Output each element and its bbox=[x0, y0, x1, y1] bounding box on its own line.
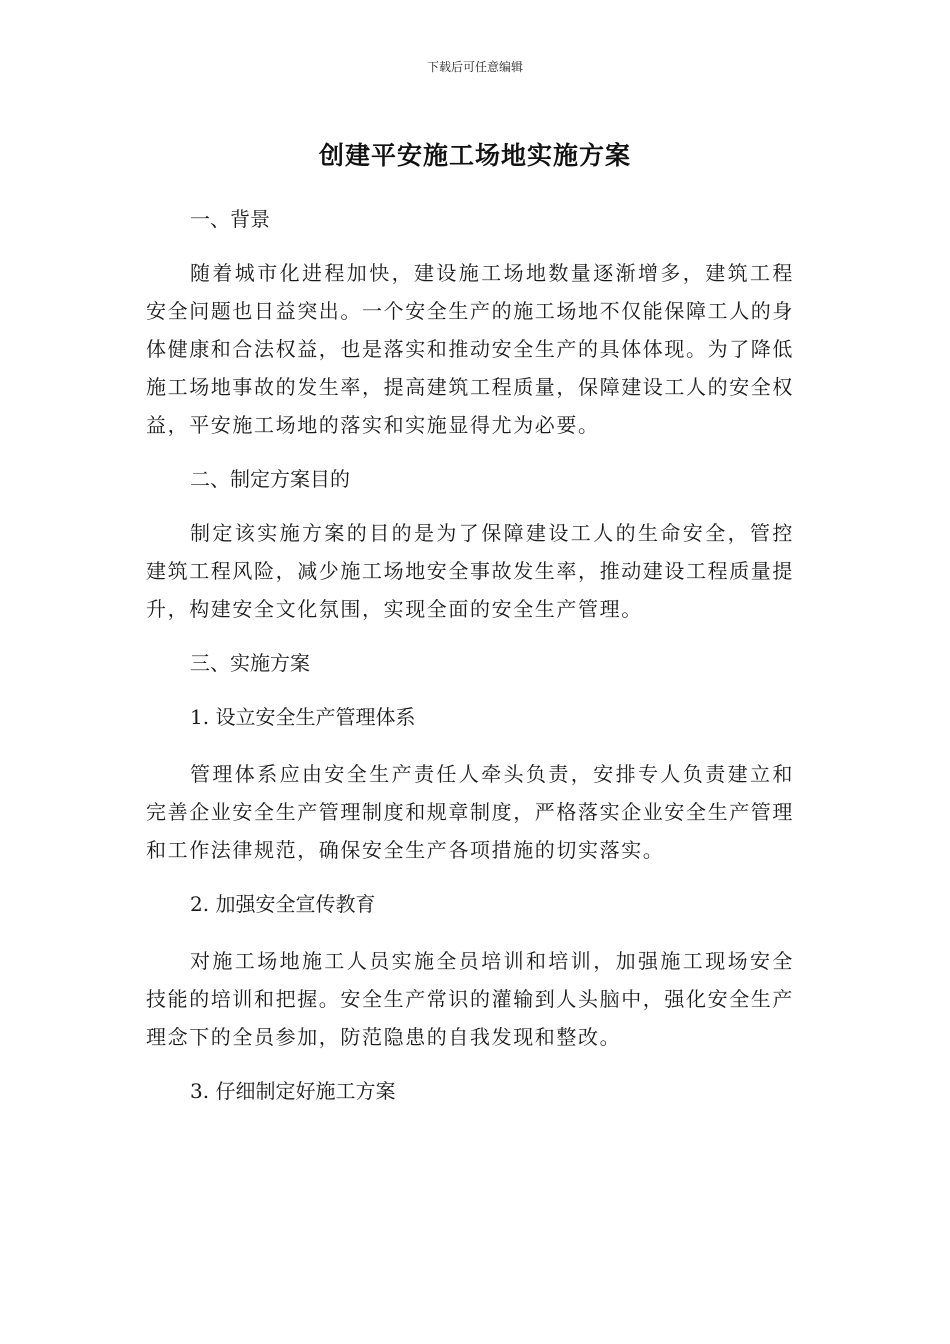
header-note: 下载后可任意编辑 bbox=[426, 60, 523, 74]
section-heading-background: 一、背景 bbox=[190, 207, 270, 231]
section-heading-plan: 三、实施方案 bbox=[190, 651, 310, 675]
paragraph-purpose: 制定该实施方案的目的是为了保障建设工人的生命安全，管控建筑工程风险，减少施工场地安全事故发生率，推动建设工程质量提升，构建安全文化氛围，实现全面的安全生产管理。 bbox=[146, 521, 794, 621]
paragraph-subsection-2: 对施工场地施工人员实施全员培训和培训，加强施工现场安全技能的培训和把握。安全生产常识的灌输到人头脑中，强化安全生产理念下的全员参加，防范隐患的自我发现和整改。 bbox=[146, 949, 794, 1049]
paragraph-subsection-1: 管理体系应由安全生产责任人牵头负责，安排专人负责建立和完善企业安全生产管理制度和规章制度，严格落实企业安全生产管理和工作法律规范，确保安全生产各项措施的切实落实。 bbox=[146, 762, 794, 862]
document-title: 创建平安施工场地实施方案 bbox=[318, 141, 631, 170]
subsection-heading-2: 2. 加强安全宣传教育 bbox=[190, 892, 376, 916]
subsection-heading-1: 1. 设立安全生产管理体系 bbox=[190, 705, 416, 729]
paragraph-background: 随着城市化进程加快，建设施工场地数量逐渐增多，建筑工程安全问题也日益突出。一个安全生产的施工场地不仅能保障工人的身体健康和合法权益，也是落实和推动安全生产的具体体现。为了降低施工场地事故的发生率，提高建筑工程质量，保障建设工人的安全权益，平安施工场地的落实和实施显得尤为必要。 bbox=[146, 261, 794, 437]
section-heading-purpose: 二、制定方案目的 bbox=[190, 467, 350, 491]
subsection-heading-3: 3. 仔细制定好施工方案 bbox=[190, 1079, 396, 1103]
document-body bbox=[146, 200, 794, 1110]
